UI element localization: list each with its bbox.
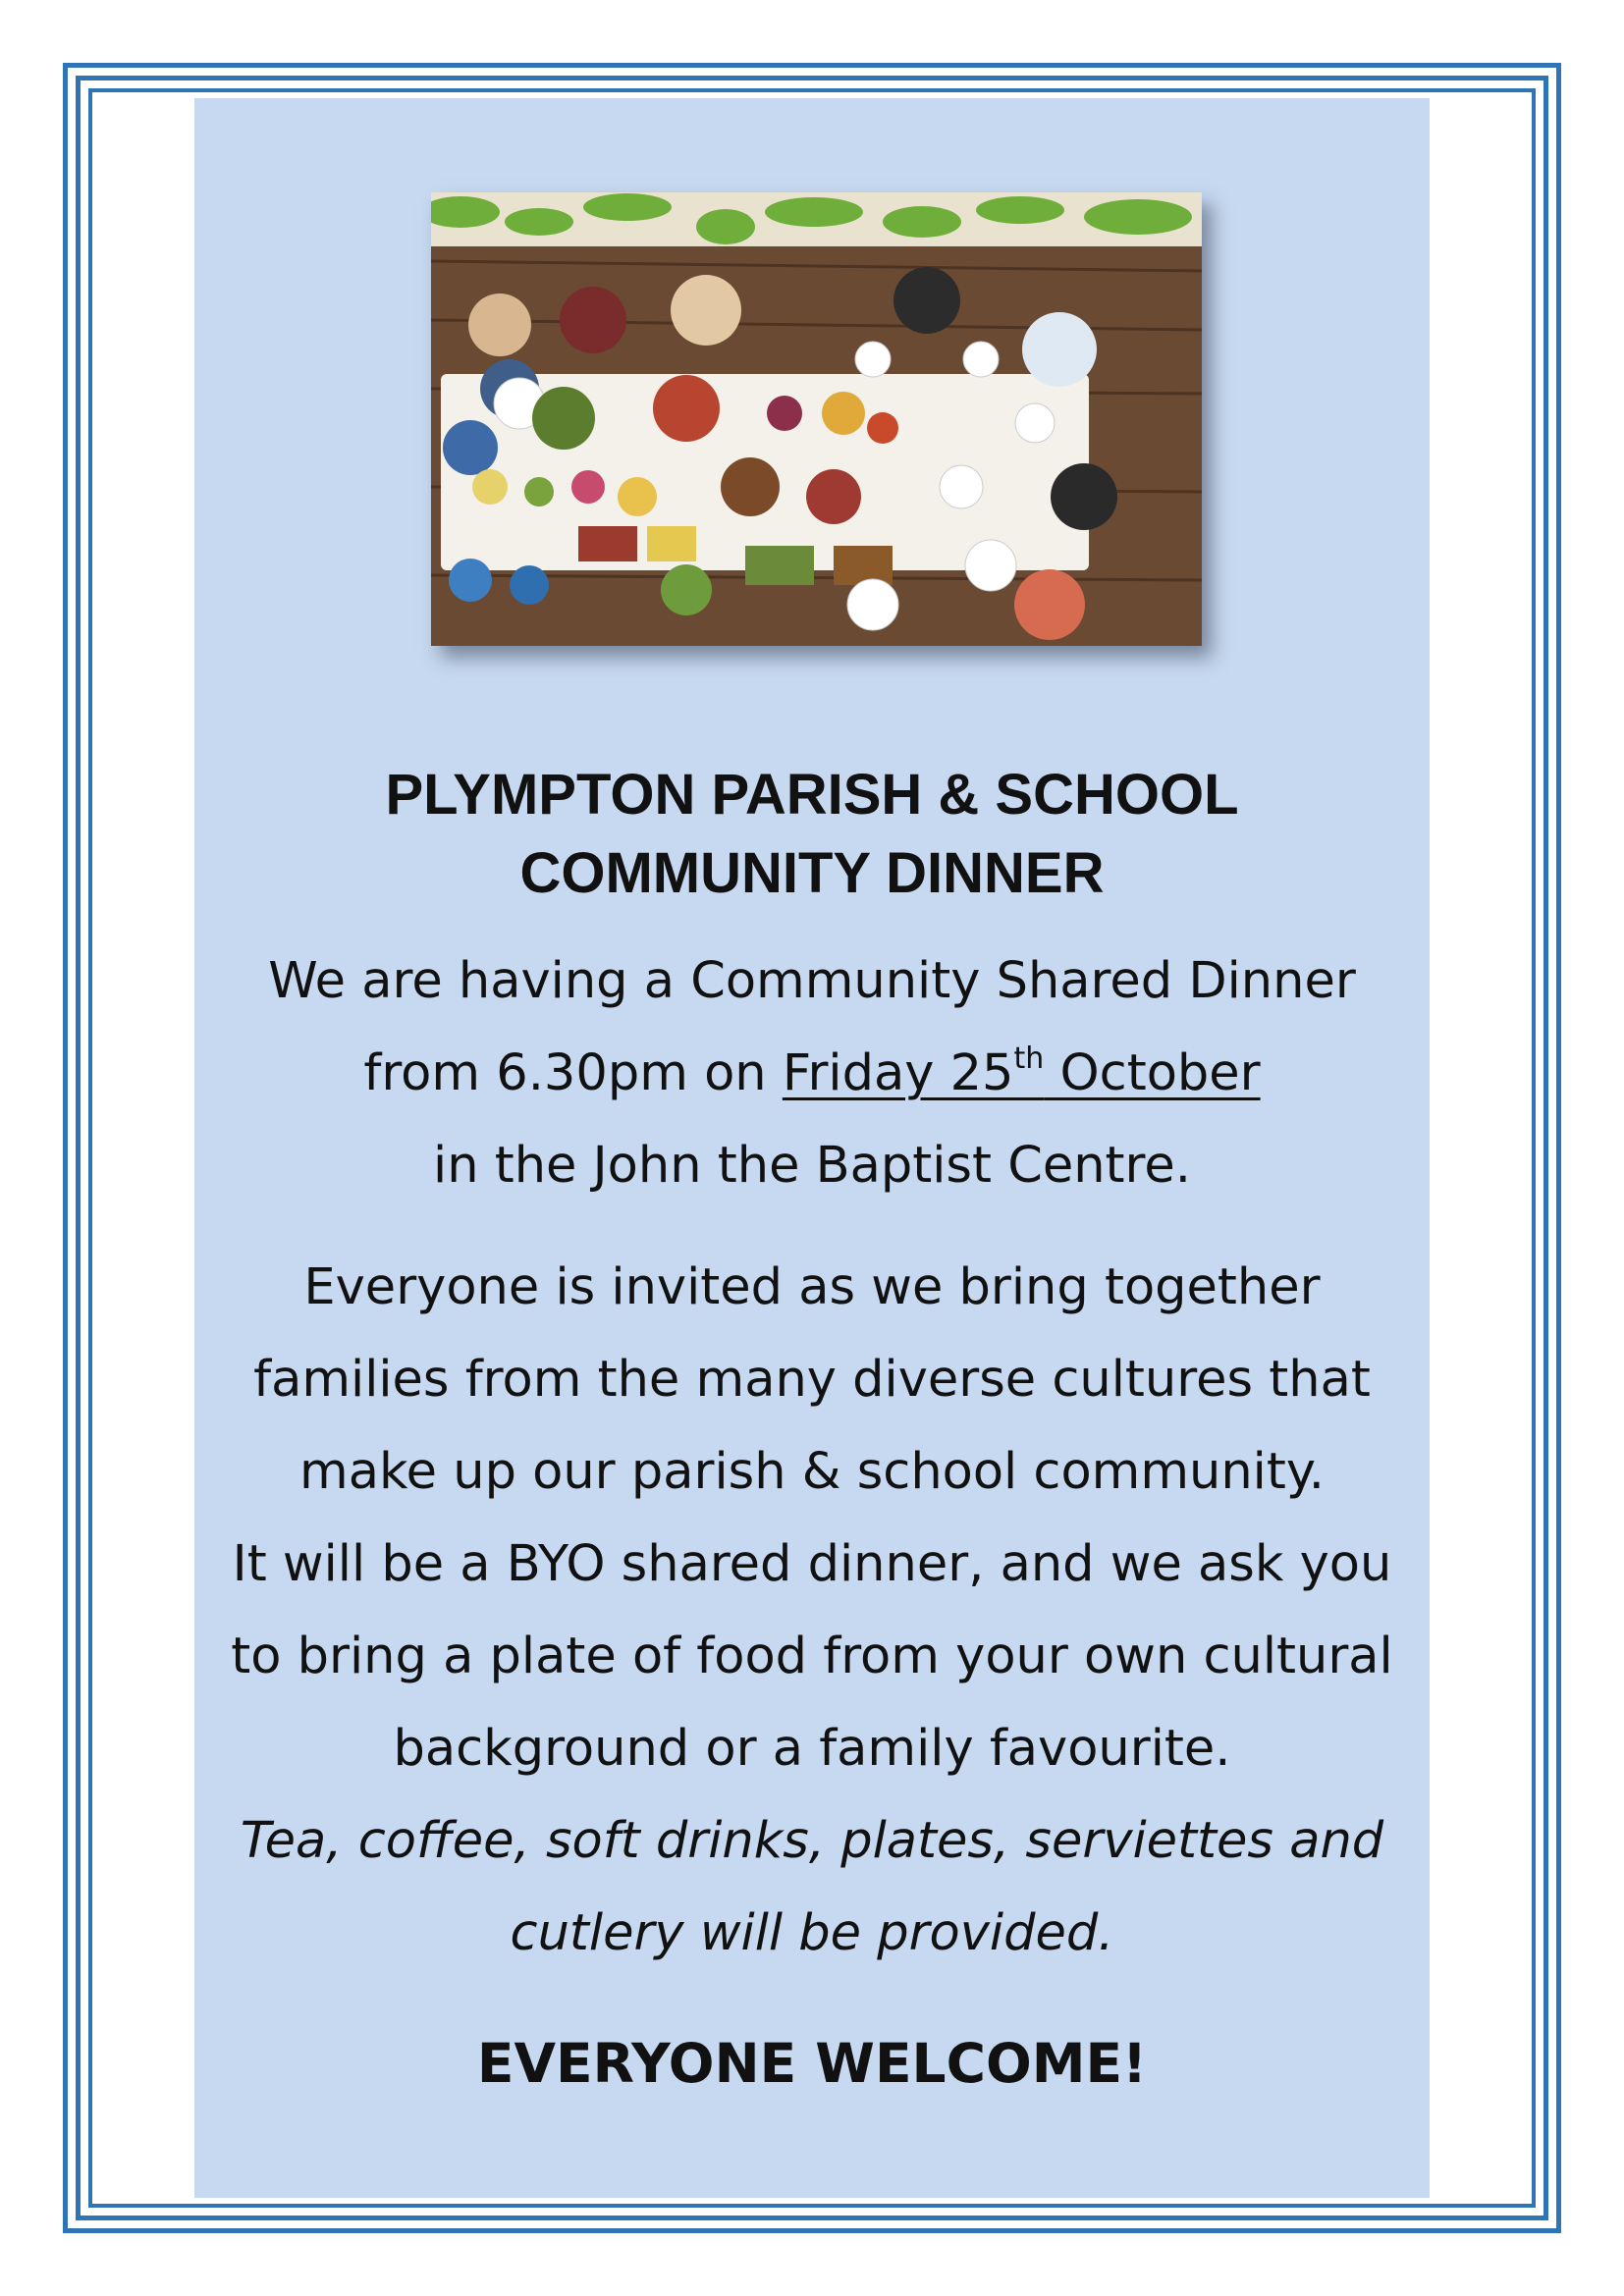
event-date-month: October — [1044, 1044, 1261, 1102]
intro-line-1: We are having a Community Shared Dinner — [268, 952, 1356, 1010]
invite-line-5: to bring a plate of food from your own cultural — [231, 1628, 1393, 1685]
shared-dinner-photo — [431, 192, 1202, 646]
everyone-welcome: EVERYONE WELCOME! — [476, 2032, 1148, 2095]
invite-line-2: families from the many diverse cultures that — [253, 1351, 1371, 1409]
intro-line-2 — [194, 1028, 1430, 1120]
invite-line-1: Everyone is invited as we bring together — [303, 1258, 1321, 1316]
invite-line-4: It will be a BYO shared dinner, and we ask you — [232, 1535, 1392, 1593]
provided-line-2: cutlery will be provided. — [510, 1904, 1114, 1962]
invite-line-3: make up our parish & school community. — [299, 1443, 1325, 1501]
event-date — [782, 1041, 1261, 1102]
title-line-1: PLYMPTON PARISH & SCHOOL — [385, 763, 1239, 827]
invite-line-6: background or a family favourite. — [393, 1720, 1231, 1778]
event-date-day: Friday 25 — [782, 1044, 1014, 1102]
intro-time-text: from 6.30pm on — [363, 1044, 783, 1102]
shared-dinner-photo-graphic — [431, 192, 1202, 646]
intro-line-3: in the John the Baptist Centre. — [433, 1137, 1191, 1195]
provided-line-1: Tea, coffee, soft drinks, plates, serviettes and — [240, 1812, 1384, 1870]
title-line-2: COMMUNITY DINNER — [519, 841, 1105, 905]
event-date-suffix: th — [1013, 1041, 1045, 1076]
